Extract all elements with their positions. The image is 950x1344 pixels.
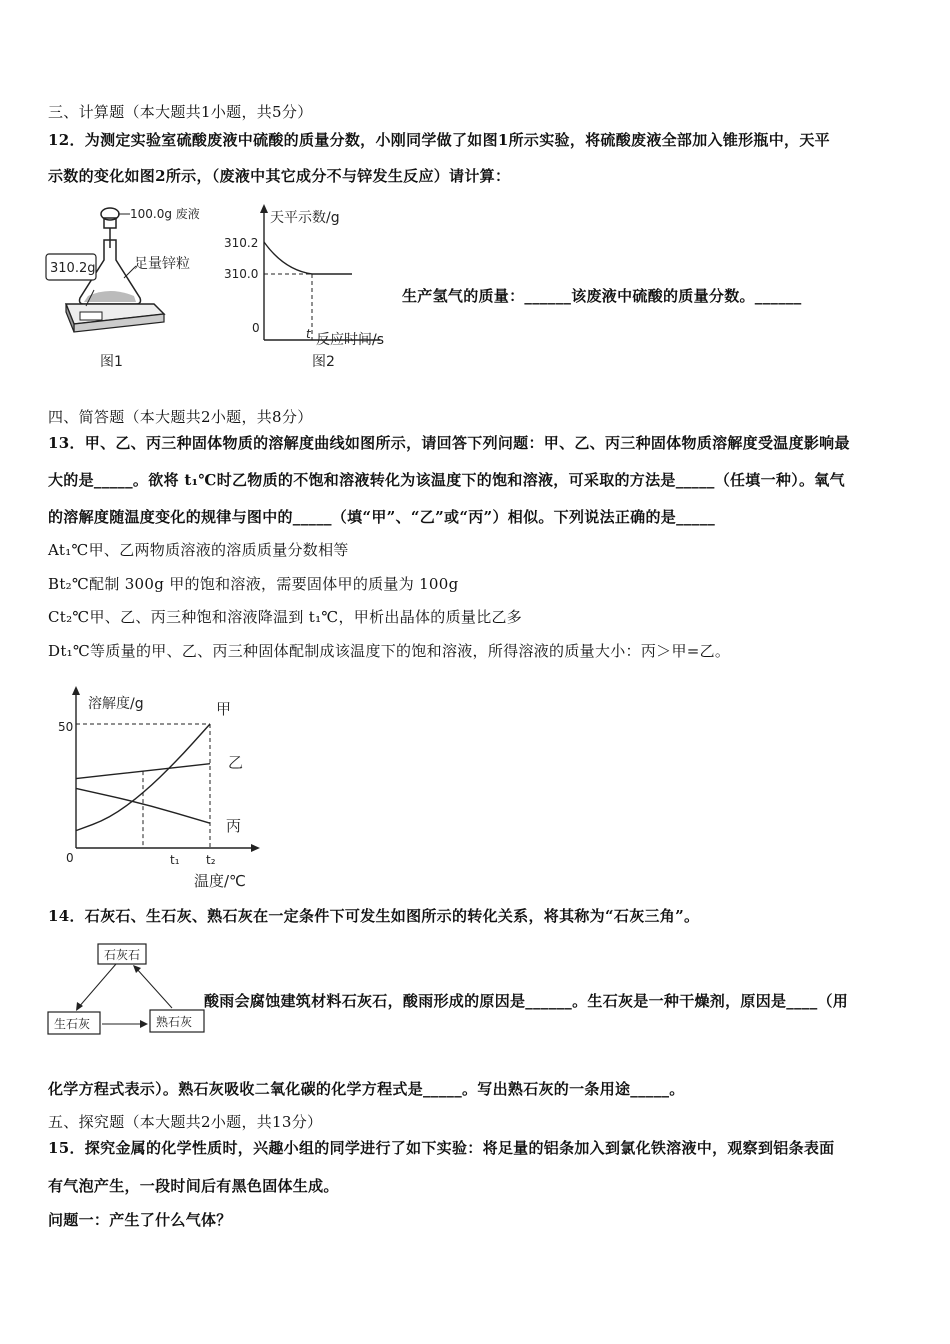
zinc-label: 足量锌粒: [134, 256, 190, 272]
chart-x-tick-t1: t₁: [170, 853, 180, 867]
curve-series-1: [76, 764, 210, 779]
q13-option-c: Ct₂℃甲、乙、丙三种饱和溶液降温到 t₁℃，甲析出晶体的质量比乙多: [48, 608, 523, 626]
q13-line-3: 的溶解度随温度变化的规律与图中的_____（填“甲”、“乙”或“丙”）相似。下列说法正确的是_____: [48, 508, 716, 526]
q12-line-2: 示数的变化如图2所示，（废液中其它成分不与锌发生反应）请计算：: [48, 167, 511, 185]
q14-line-2: 酸雨会腐蚀建筑材料石灰石，酸雨形成的原因是______。生石灰是一种干燥剂，原因是____（用: [204, 992, 849, 1010]
y-tick-310-0: 310.0: [224, 267, 259, 281]
figure-1-apparatus: [44, 198, 214, 374]
section-5-heading: 五、探究题（本大题共2小题，共13分）: [48, 1113, 323, 1131]
lime-triangle-diagram: [44, 938, 208, 1038]
chart-x-tick-0: 0: [66, 851, 74, 865]
y-axis-label: 天平示数/g: [270, 210, 340, 226]
chart-x-label: 温度/℃: [194, 872, 246, 890]
q14-line-1: 14．石灰石、生石灰、熟石灰在一定条件下可发生如图所示的转化关系，将其称为“石灰三角”。: [48, 907, 700, 925]
waste-liquid-label: 100.0g 废液: [130, 207, 200, 221]
q14-line-3: 化学方程式表示）。熟石灰吸收二氧化碳的化学方程式是_____。写出熟石灰的一条用途_____。: [48, 1080, 685, 1098]
chart-y-tick-50: 50: [58, 720, 74, 734]
q12-question: 生产氢气的质量：______该废液中硫酸的质量分数。______: [402, 287, 802, 305]
curve-label-1: 乙: [228, 753, 244, 772]
q13-option-d: Dt₁℃等质量的甲、乙、丙三种固体配制成该温度下的饱和溶液，所得溶液的质量大小：丙＞甲=乙。: [48, 642, 731, 660]
node-limestone-label: 石灰石: [104, 948, 141, 962]
curve-label-0: 甲: [216, 700, 232, 718]
y-tick-310-2: 310.2: [224, 236, 259, 250]
scale-reading-label: 310.2g: [50, 261, 96, 276]
q12-line-1: 12．为测定实验室硫酸废液中硫酸的质量分数，小刚同学做了如图1所示实验，将硫酸废液全部加入锥形瓶中，天平: [48, 131, 830, 149]
q15-problem-1: 问题一：产生了什么气体？: [48, 1211, 232, 1229]
q13-option-a: At₁℃甲、乙两物质溶液的溶质质量分数相等: [48, 541, 349, 559]
q13-line-2: 大的是_____。欲将 t₁℃时乙物质的不饱和溶液转化为该温度下的饱和溶液，可采取的方法是_____（任填一种）。氧气: [48, 471, 845, 489]
q13-option-b: Bt₂℃配制 300g 甲的饱和溶液，需要固体甲的质量为 100g: [48, 575, 459, 593]
chart-x-tick-t2: t₂: [206, 853, 216, 867]
x-tick-t: t: [306, 327, 311, 341]
arrow-quicklime-to-slaked-icon: [140, 1020, 148, 1028]
figure-2-caption: 图2: [312, 354, 335, 370]
zinc-granules-icon: [84, 291, 136, 302]
origin-label: 0: [252, 321, 260, 335]
figure-1-caption: 图1: [100, 354, 123, 370]
node-quicklime-label: 生石灰: [54, 1017, 91, 1031]
chart-y-label: 溶解度/g: [88, 696, 144, 712]
x-axis-label: 反应时间/s: [316, 332, 385, 348]
solubility-chart: [58, 684, 268, 892]
reading-curve: [264, 242, 352, 274]
q15-line-2: 有气泡产生，一段时间后有黑色固体生成。: [48, 1177, 339, 1195]
q15-line-1: 15．探究金属的化学性质时，兴趣小组的同学进行了如下实验：将足量的铝条加入到氯化铁溶液中，观察到铝条表面: [48, 1139, 835, 1157]
node-slaked-lime-label: 熟石灰: [156, 1015, 193, 1029]
section-3-heading: 三、计算题（本大题共1小题，共5分）: [48, 103, 313, 121]
section-4-heading: 四、简答题（本大题共2小题，共8分）: [48, 408, 313, 426]
q13-line-1: 13．甲、乙、丙三种固体物质的溶解度曲线如图所示，请回答下列问题：甲、乙、丙三种固体物质溶解度受温度影响最: [48, 434, 850, 452]
curve-label-2: 丙: [226, 817, 242, 836]
figure-2-graph: [220, 200, 400, 374]
